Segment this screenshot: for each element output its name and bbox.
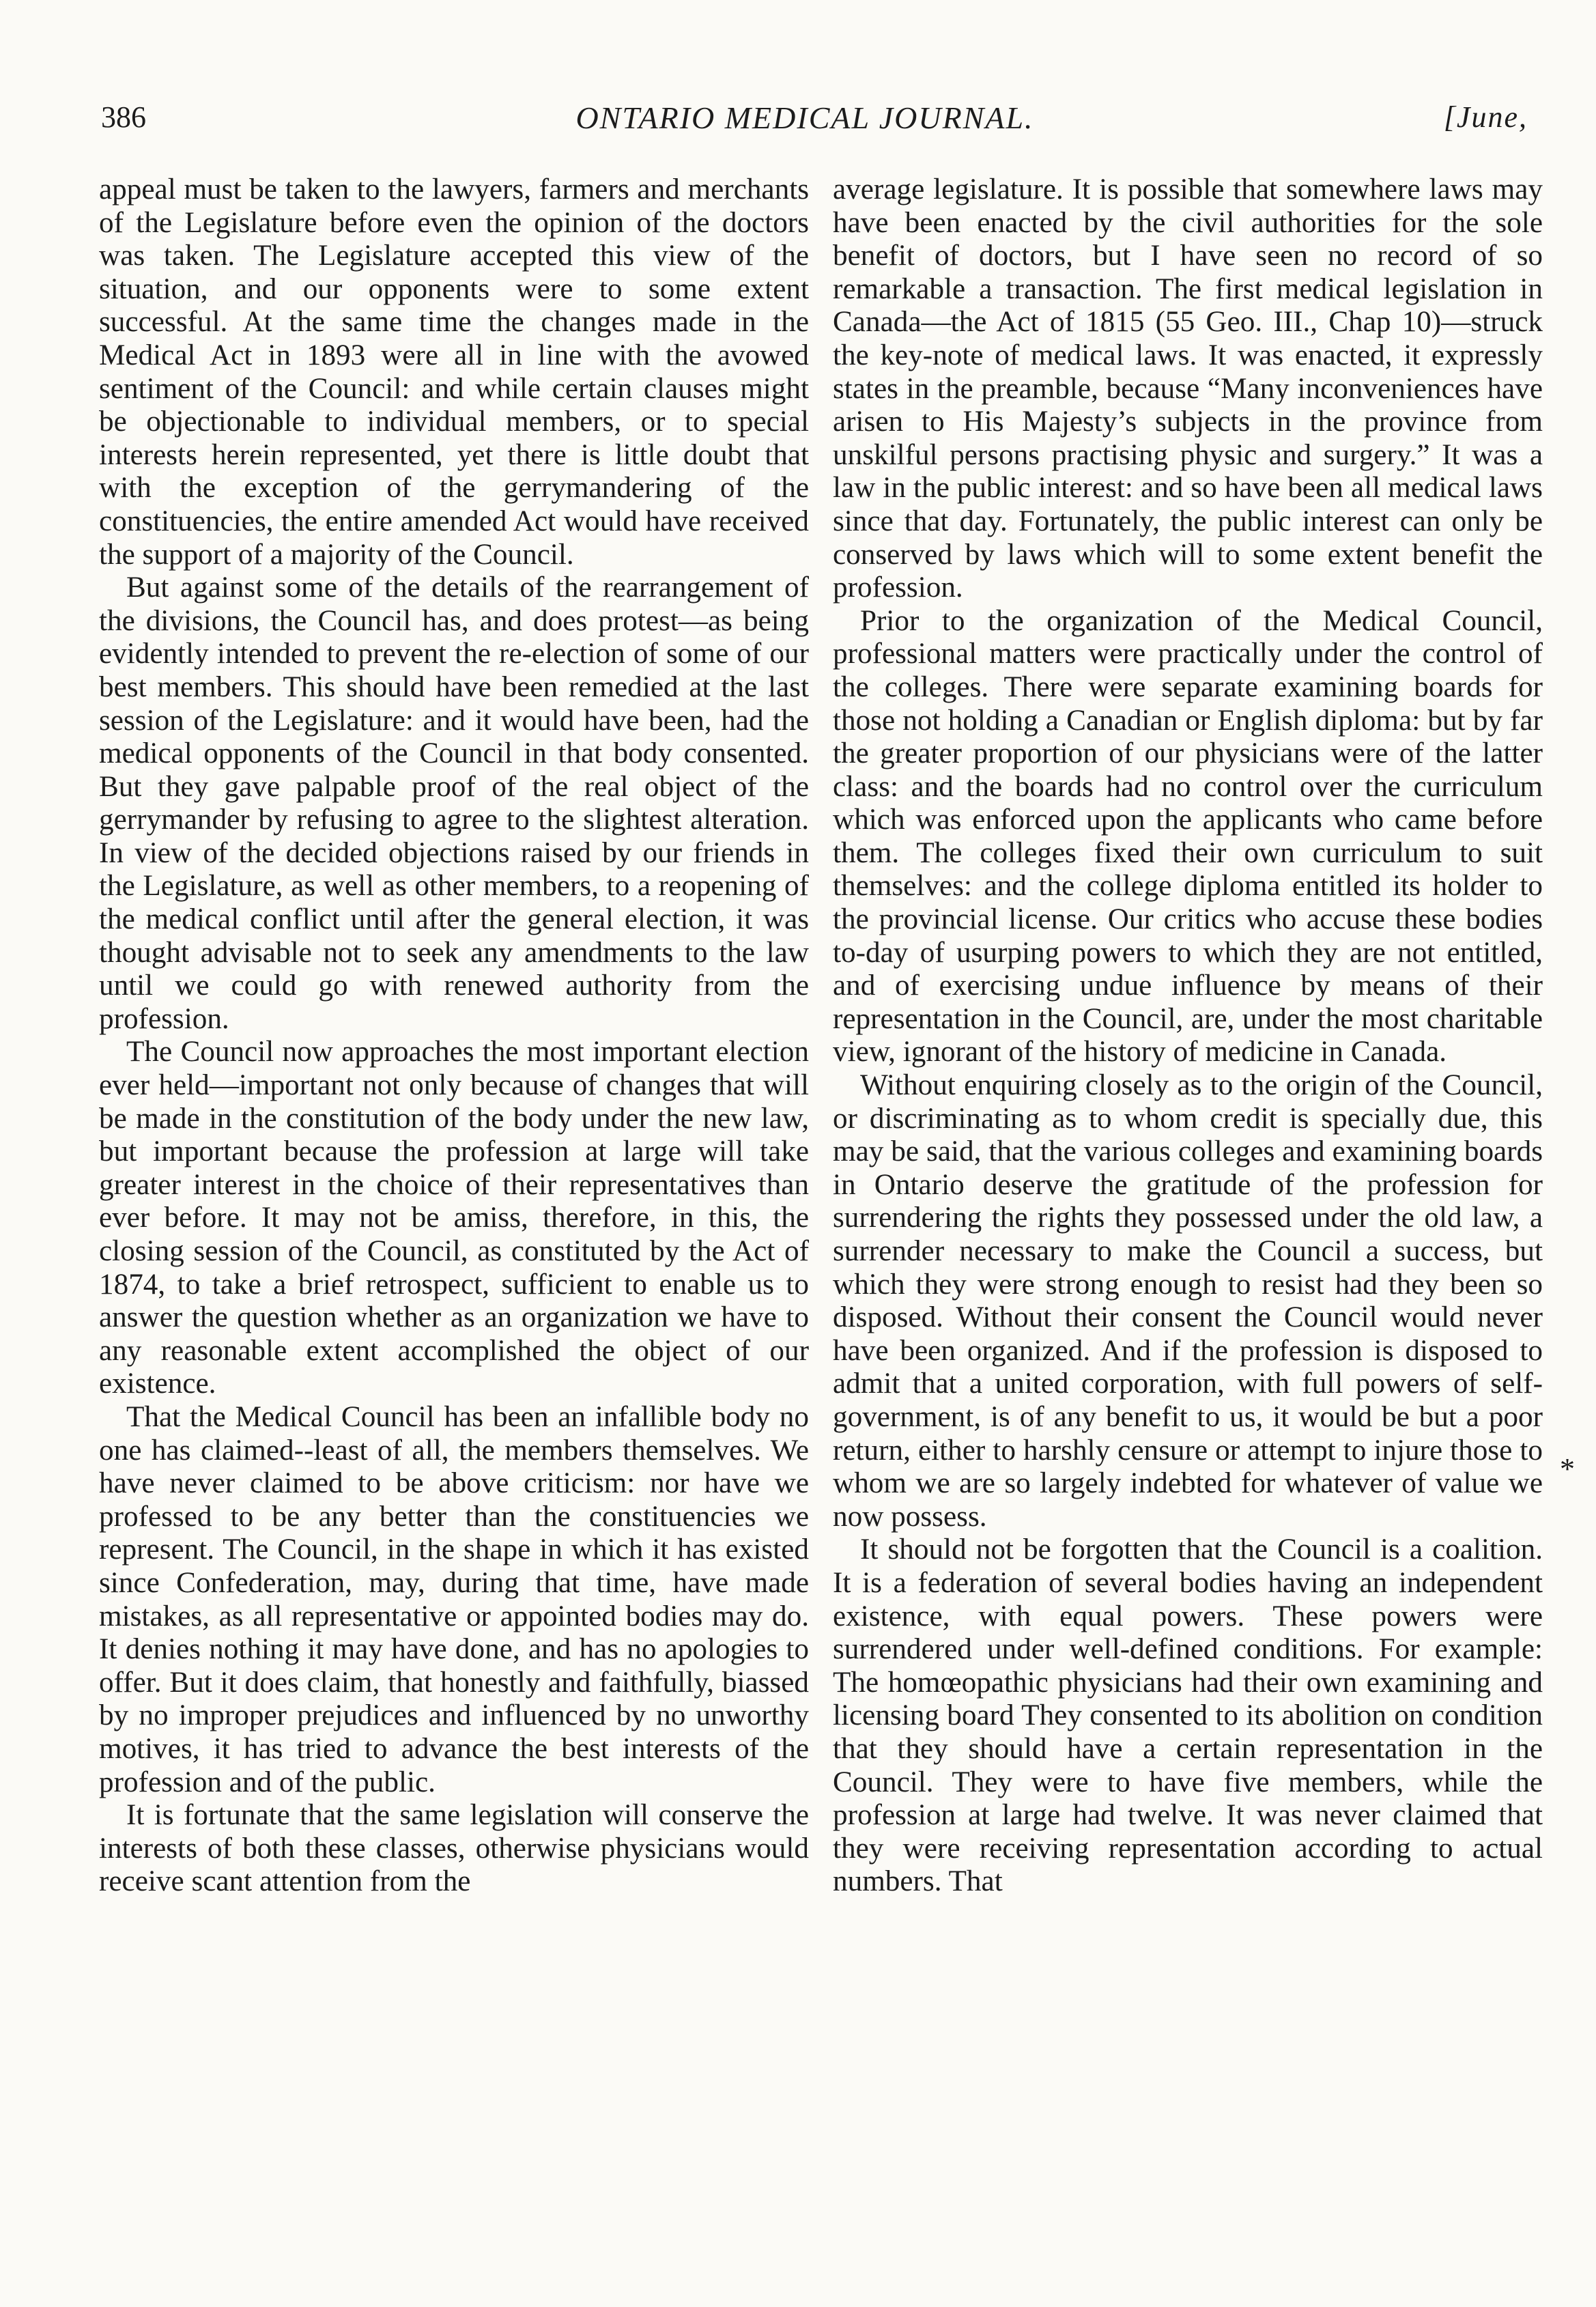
paragraph: But against some of the details of the rearrangement of the divisions, the Council has, and does protest—as being evidently intended to prevent the re-election of some of our best members. This should have been remedied at the last session of the Legislature: and it would have been, had the medical opponents of the Council in that body consented. But they gave palpable proof of the real object of the gerrymander by refusing to agree to the slightest alteration. In view of the decided objections raised by our friends in the Legislature, as well as other members, to a reopening of the medical conflict until after the general election, it was thought advisable not to seek any amendments to the law until we could go with renewed authority from the profession. bbox=[99, 571, 809, 1035]
journal-title: ONTARIO MEDICAL JOURNAL. bbox=[575, 100, 1034, 135]
issue-month: [June, bbox=[1443, 100, 1528, 134]
margin-mark: * bbox=[1560, 1452, 1575, 1486]
left-column bbox=[99, 173, 809, 1899]
paragraph: The Council now approaches the most important election ever held—important not only because of changes that will be made in the constitution of the body under the new law, but important because the profession at large will take greater interest in the choice of their representatives than ever before. It may not be amiss, therefore, in this, the closing session of the Council, as constituted by the Act of 1874, to take a brief retrospect, sufficient to enable us to answer the question whether as an organization we have to any reasonable extent accomplished the object of our existence. bbox=[99, 1036, 809, 1400]
paragraph: It should not be forgotten that the Council is a coalition. It is a federation of several bodies having an independent existence, with equal powers. These powers were surrendered under well-defined conditions. For example: The homœopathic physicians had their own examining and licensing board They consented to its abolition on condition that they should have a certain representation in the Council. They were to have five members, while the profession at large had twelve. It was never claimed that they were receiving representation according to actual numbers. That bbox=[833, 1533, 1543, 1898]
page-number: 386 bbox=[101, 100, 146, 134]
running-header bbox=[82, 100, 1528, 147]
paragraph: appeal must be taken to the lawyers, farmers and merchants of the Legislature before even the opinion of the doctors was taken. The Legislature accepted this view of the situation, and our opponents were to some extent successful. At the same time the changes made in the Medical Act in 1893 were all in line with the avowed sentiment of the Council: and while certain clauses might be objectionable to individual members, or to special interests herein represented, yet there is little doubt that with the exception of the gerrymandering of the constituencies, the entire amended Act would have received the support of a majority of the Council. bbox=[99, 173, 809, 571]
right-column bbox=[833, 173, 1543, 1899]
paragraph: That the Medical Council has been an infallible body no one has claimed--least of all, the members themselves. We have never claimed to be above criticism: nor have we professed to be any better than the constituencies we represent. The Council, in the shape in which it has existed since Confederation, may, during that time, have made mistakes, as all representative or appointed bodies may do. It denies nothing it may have done, and has no apologies to offer. But it does claim, that honestly and faithfully, biassed by no improper prejudices and influenced by no unworthy motives, it has tried to advance the best interests of the profession and of the public. bbox=[99, 1400, 809, 1798]
paragraph: It is fortunate that the same legislation will conserve the interests of both these classes, otherwise physicians would receive scant attention from the bbox=[99, 1799, 809, 1898]
paragraph: Prior to the organization of the Medical Council, professional matters were practically under the control of the colleges. There were separate examining boards for those not holding a Canadian or English diploma: but by far the greater proportion of our physicians were of the latter class: and the boards had no control over the curriculum which was enforced upon the applicants who came before them. The colleges fixed their own curriculum to suit themselves: and the college diploma entitled its holder to the provincial license. Our critics who accuse these bodies to-day of usurping powers to which they are not entitled, and of exercising undue influence by means of their representation in the Council, are, under the most charitable view, ignorant of the history of medicine in Canada. bbox=[833, 604, 1543, 1068]
paragraph: Without enquiring closely as to the origin of the Council, or discriminating as to whom credit is specially due, this may be said, that the various colleges and examining boards in Ontario deserve the gratitude of the profession for surrendering the rights they possessed under the old law, a surrender necessary to make the Council a success, but which they were strong enough to resist had they been so disposed. Without their consent the Council would never have been organized. And if the profession is disposed to admit that a united corporation, with full powers of self-government, is of any benefit to us, it would be but a poor return, either to harshly censure or attempt to injure those to whom we are so largely indebted for whatever of value we now possess. bbox=[833, 1069, 1543, 1533]
paragraph: average legislature. It is possible that somewhere laws may have been enacted by the civil authorities for the sole benefit of doctors, but I have seen no record of so remarkable a transaction. The first medical legislation in Canada—the Act of 1815 (55 Geo. III., Chap 10)—struck the key-note of medical laws. It was enacted, it expressly states in the preamble, because “Many inconveniences have arisen to His Majesty’s subjects in the province from unskilful persons practising physic and surgery.” It was a law in the public interest: and so have been all medical laws since that day. Fortunately, the public interest can only be conserved by laws which will to some extent benefit the profession. bbox=[833, 173, 1543, 604]
